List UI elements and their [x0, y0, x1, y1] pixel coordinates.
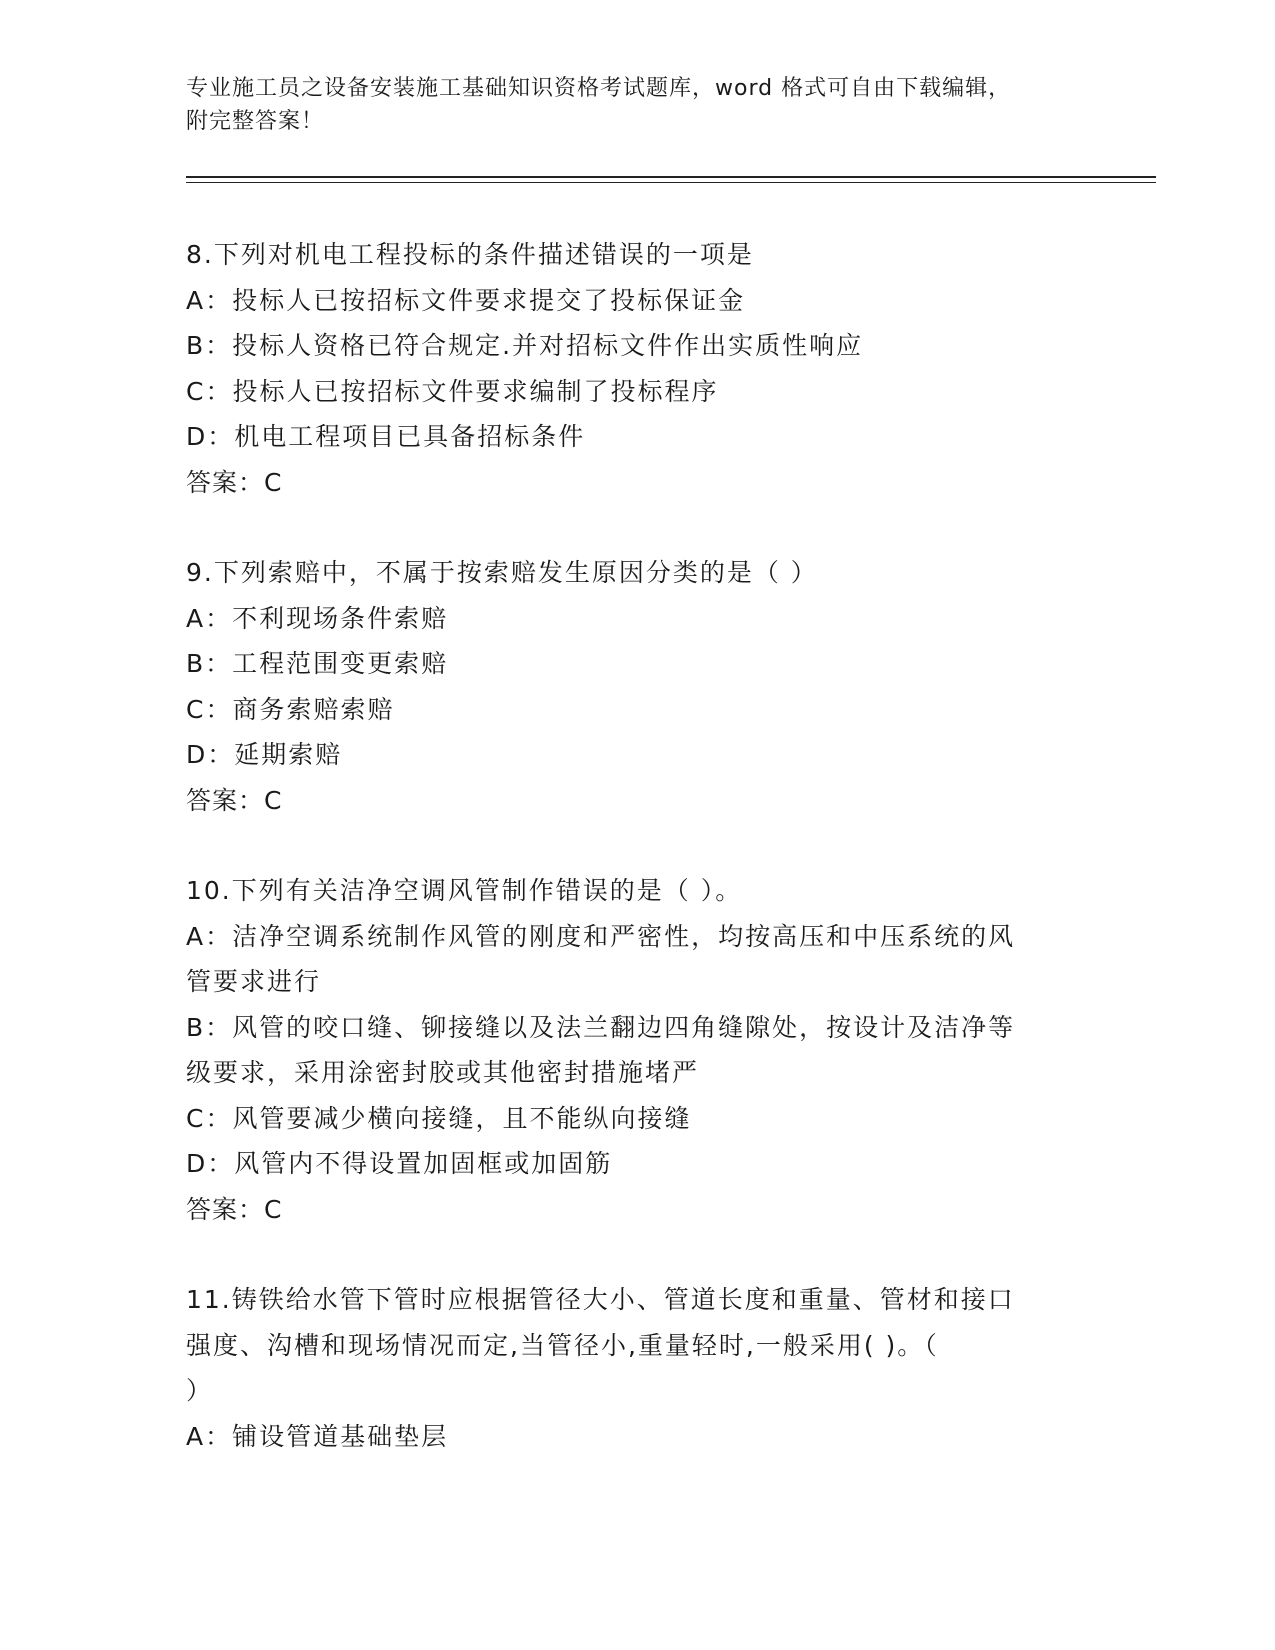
option-a: A：洁净空调系统制作风管的刚度和严密性，均按高压和中压系统的风	[186, 921, 1016, 951]
question-11	[186, 1277, 1086, 1459]
document-header	[186, 72, 1086, 138]
option-d: D：机电工程项目已具备招标条件	[186, 422, 586, 451]
option-d: D：延期索赔	[186, 740, 343, 769]
question-stem-continued: 强度、沟槽和现场情况而定,当管径小,重量轻时,一般采用( )。（	[186, 1330, 939, 1360]
option-c: C：投标人已按招标文件要求编制了投标程序	[186, 376, 719, 406]
option-b: B：风管的咬口缝、铆接缝以及法兰翻边四角缝隙处，按设计及洁净等	[186, 1012, 1016, 1042]
question-9	[186, 550, 1086, 823]
option-a-continued: 管要求进行	[186, 967, 322, 996]
header-line: 附完整答案！	[186, 109, 325, 134]
answer: 答案：C	[186, 1194, 283, 1224]
question-list	[186, 232, 1086, 1504]
answer: 答案：C	[186, 467, 283, 497]
option-b-continued: 级要求，采用涂密封胶或其他密封措施堵严	[186, 1058, 700, 1087]
question-stem-continued: ）	[186, 1376, 214, 1405]
option-b: B：投标人资格已符合规定.并对招标文件作出实质性响应	[186, 331, 864, 360]
option-c: C：风管要减少横向接缝，且不能纵向接缝	[186, 1103, 692, 1133]
option-b: B：工程范围变更索赔	[186, 649, 449, 678]
answer: 答案：C	[186, 785, 283, 815]
question-stem: 11.铸铁给水管下管时应根据管径大小、管道长度和重量、管材和接口	[186, 1285, 1015, 1314]
question-stem: 10.下列有关洁净空调风管制作错误的是（ ）。	[186, 876, 743, 905]
header-divider-thin	[186, 182, 1156, 183]
option-c: C：商务索赔索赔	[186, 694, 395, 724]
question-10	[186, 868, 1086, 1232]
option-a: A：投标人已按招标文件要求提交了投标保证金	[186, 285, 746, 315]
option-a: A：不利现场条件索赔	[186, 603, 449, 633]
question-stem: 8.下列对机电工程投标的条件描述错误的一项是	[186, 240, 754, 269]
question-stem: 9.下列索赔中，不属于按索赔发生原因分类的是（ ）	[186, 558, 818, 587]
header-divider	[186, 176, 1156, 178]
header-line: 专业施工员之设备安装施工基础知识资格考试题库，word 格式可自由下载编辑，	[186, 76, 1012, 101]
option-a: A：铺设管道基础垫层	[186, 1421, 449, 1451]
option-d: D：风管内不得设置加固框或加固筋	[186, 1149, 613, 1178]
question-8	[186, 232, 1086, 505]
